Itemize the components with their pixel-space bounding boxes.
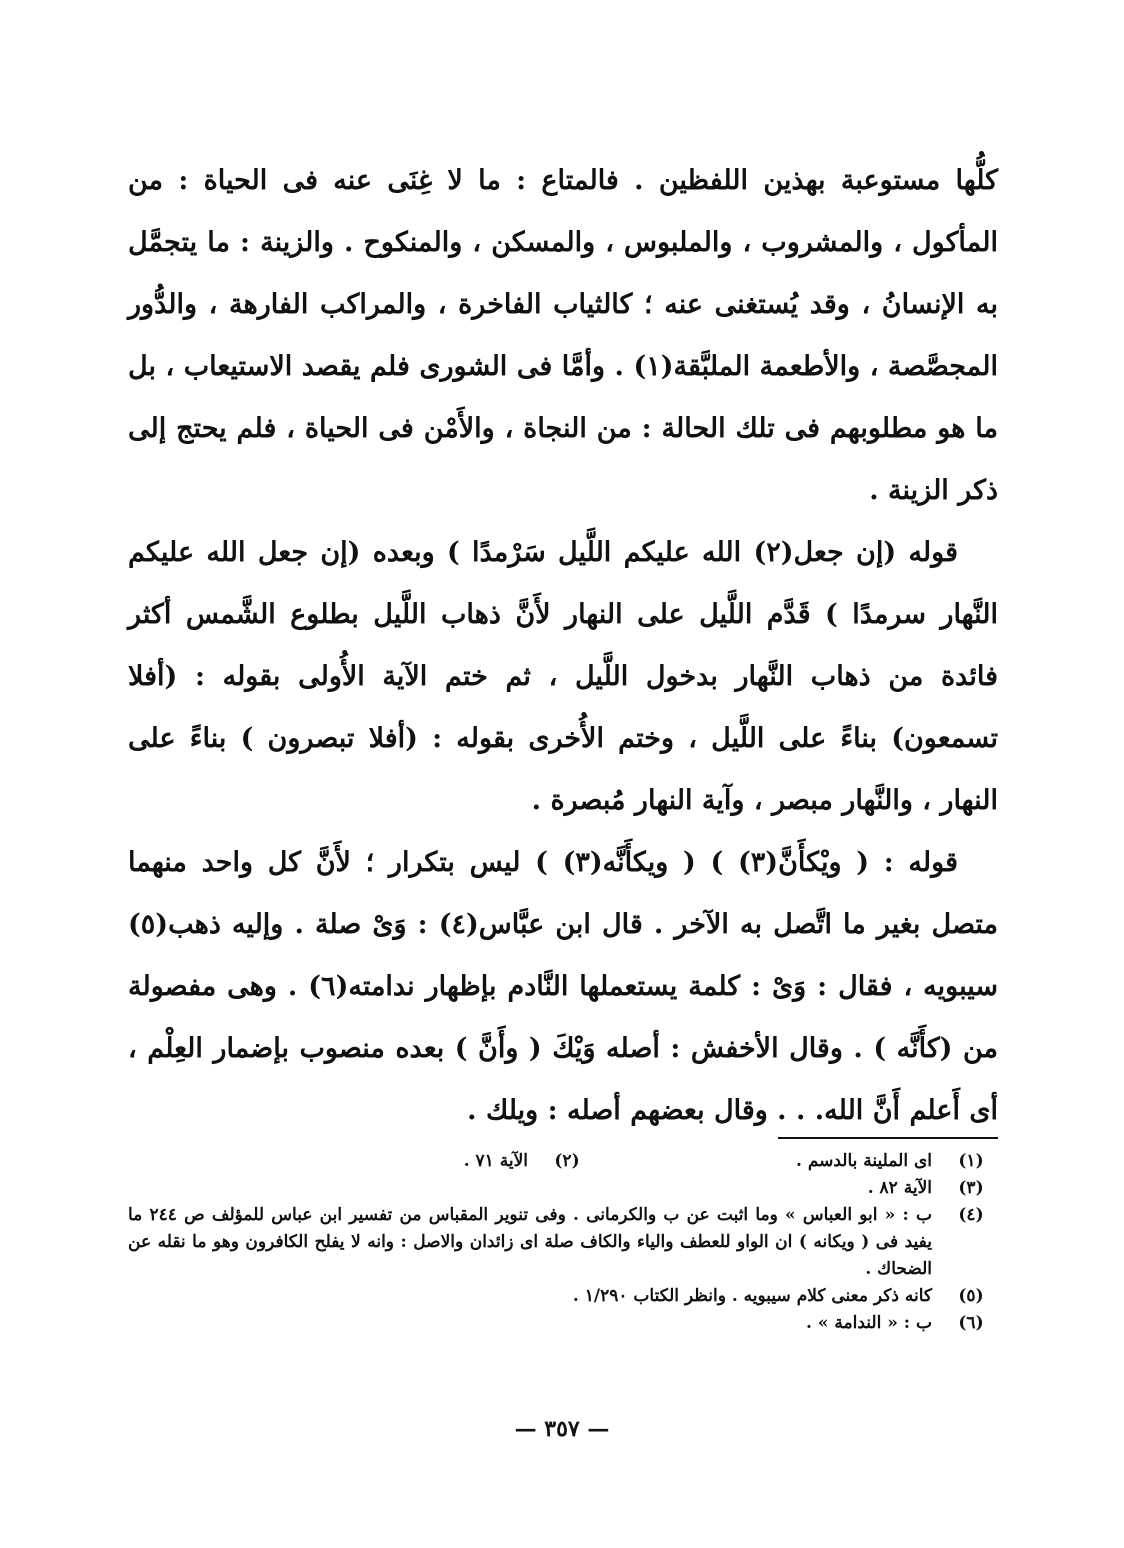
footnote-text: كانه ذكر معنى كلام سيبويه . وانظر الكتاب ١/٢٩٠ . [572,1286,932,1306]
paragraph-2: قوله (إن جعل(٢) الله عليكم اللَّيل سَرْمدًا ) وبعده (إن جعل الله عليكم النَّهار سرمدًا ) قَدَّم اللَّيل على النهار لأَنَّ ذهاب اللَّيل بطلوع الشَّمس أكثر فائدة من ذهاب النَّهار بدخول اللَّيل ، ثم ختم الآية الأُولى بقوله : (أفلا تسمعون) بناءً على اللَّيل ، وختم الأُخرى بقوله : (أفلا تبصرون ) بناءً على النهار ، والنَّهار مبصر ، وآية النهار مُبصرة . [128,537,998,816]
footnote-text: الآية ٨٢ . [867,1178,932,1198]
footnote-number: (٦) [958,1313,984,1333]
footnote-2 [204,1148,584,1175]
main-text [128,150,998,1142]
footnote-text: الآية ٧١ . [463,1151,528,1171]
footnote-number: (٥) [958,1286,984,1306]
footnote-number: (٤) [958,1205,984,1225]
footnote-6 [128,1310,988,1337]
paragraph-1: كلُّها مستوعبة بهذين اللفظين . فالمتاع : ما لا غِنَى عنه فى الحياة : من المأكول ، والمشروب ، والملبوس ، والمسكن ، والمنكوح . والزينة : ما يتجمَّل به الإنسانُ ، وقد يُستغنى عنه ؛ كالثياب الفاخرة ، والمراكب الفارهة ، والدُّور المجصَّصة ، والأطعمة الملبَّقة(١) . وأمَّا فى الشورى فلم يقصد الاستيعاب ، بل ما هو مطلوبهم فى تلك الحالة : من النجاة ، والأَمْن فى الحياة ، فلم يحتج إلى ذكر الزينة . [128,165,999,506]
footnote-text: ب : « ابو العباس » وما اثبت عن ب والكرمانى . وفى تنوير المقباس من تفسير ابن عباس للمؤلف ص ٢٤٤ ما يفيد فى ( ويكانه ) ان الواو للعطف والياء والكاف صلة اى زائدان والاصل : وانه لا يفلح الكافرون وهو ما نقله عن الضحاك . [128,1205,932,1279]
footnote-row [128,1148,988,1175]
footnotes [128,1148,988,1337]
footnote-number: (٣) [958,1178,984,1198]
footnote-separator [778,1137,998,1139]
footnote-number: (٢) [554,1151,580,1171]
paragraph-3: قوله : ( ويْكأَنَّ(٣) ) ( ويكأَنَّه(٣) ) ليس بتكرار ؛ لأَنَّ كل واحد منهما متصل بغير ما اتَّصل به الآخر . قال ابن عبَّاس(٤) : وَىْ صلة . وإليه ذهب(٥) سيبويه ، فقال : وَىْ : كلمة يستعملها النَّادم بإظهار ندامته(٦) . وهى مفصولة من (كأَنَّه ) . وقال الأخفش : أصله وَيْكَ ( وأَنَّ ) بعده منصوب بإضمار العِلْم ، أى أَعلم أَنَّ الله. . . وقال بعضهم أصله : ويلك . [128,847,998,1126]
footnote-text: ب : « الندامة » . [806,1313,932,1333]
page-number-value: ٣٥٧ [544,1416,580,1442]
footnote-number: (١) [958,1151,984,1171]
footnote-5 [128,1283,988,1310]
footnote-1 [608,1148,988,1175]
page-number: — ٣٥٧ — [514,1416,610,1442]
footnote-4 [128,1202,988,1283]
footnote-text: اى الملينة بالدسم . [795,1151,932,1171]
footnote-3 [128,1175,988,1202]
